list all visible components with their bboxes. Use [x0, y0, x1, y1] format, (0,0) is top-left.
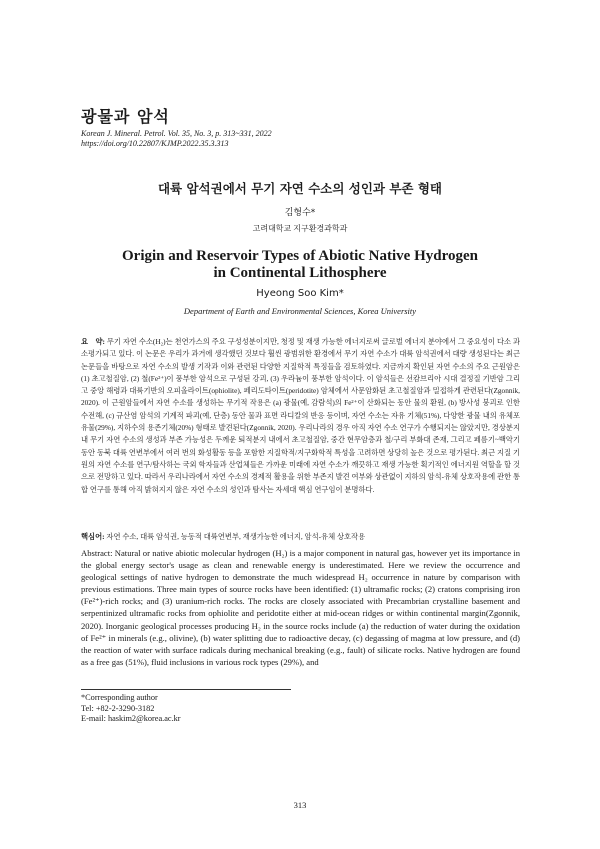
english-title-line-2: in Continental Lithosphere: [213, 265, 387, 281]
page-number: 313: [293, 800, 307, 810]
korean-abstract: [81, 336, 520, 496]
korean-keywords: [81, 531, 520, 543]
korean-title: 대륙 암석권에서 무기 자연 수소의 성인과 부존 형태: [157, 181, 443, 196]
english-title: [0, 248, 600, 282]
journal-title: 광물과 암석: [81, 107, 170, 126]
english-abstract: [81, 547, 520, 668]
english-title-line-1: Origin and Reservoir Types of Abiotic Native Hydrogen: [122, 248, 478, 264]
english-author: Hyeong Soo Kim*: [256, 288, 344, 299]
korean-author: 김형수*: [284, 208, 316, 218]
korean-affiliation: 고려대학교 지구환경과학과: [252, 224, 348, 233]
english-abstract-text: Natural or native abiotic molecular hydrogen (H₂) is a major component in natural gas, however yet its importance in the global energy sector's usage as clean and renewable energy is underestimated. Here we review the occurrence and geological settings of native hydrogen to demonstrate the much widespread H₂ occurrence in nature by comparison with previous estimations. Three main types of source rocks have been identified: (1) ultramafic rocks; (2) cratons comprising iron (Fe²⁺)-rich rocks; and (3) uranium-rich rocks. The rocks are closely associated with Precambrian crystalline basement and serpentinized ultramafic rocks from ophiolite and peridotite either at mid-ocean ridges or within continental margin(Zgonnik, 2020). Inorganic geological processes producing H₂ in the source rocks include (a) the reduction of water during the oxidation of Fe²⁺ in minerals (e.g., olivine), (b) water splitting due to radioactive decay, (c) degassing of magma at low pressure, and (d) the reaction of water with surface radicals during mechanical breaking (e.g., fault) of silicate rocks. Native hydrogen are found as a free gas (51%), fluid inclusions in various rock types (29%), and: [81, 548, 520, 667]
footnote-tel: Tel: +82-2-3290-3182: [81, 703, 155, 713]
journal-citation: Korean J. Mineral. Petrol. Vol. 35, No. 3, p. 313~331, 2022: [81, 129, 272, 138]
english-abstract-label: Abstract:: [81, 548, 113, 558]
footnote-divider: [81, 689, 291, 690]
footnote-email[interactable]: E-mail: haskim2@korea.ac.kr: [81, 714, 181, 724]
doi-link[interactable]: https://doi.org/10.22807/KJMP.2022.35.3.313: [81, 139, 229, 148]
korean-abstract-text: 무기 자연 수소(H₂)는 천연가스의 주요 구성성분이지만, 청정 및 재생 가능한 에너지로써 글로벌 에너지 분야에서 그 중요성이 다소 과소평가되고 있다. 이 논문은 우리가 과거에 생각했던 것보다 훨씬 광범위한 환경에서 무기 자연 수소가 대륙 암석권에서 대량 생성된다는 최근 논문들을 바탕으로 자연 수소의 발생 기작과 이와 관련된 다양한 지질학적 특징들을 검토하였다. 지금까지 확인된 자연 수소의 주요 근원암은 (1) 초고철질암, (2) 철(Fe²⁺)이 풍부한 암석으로 구성된 강괴, (3) 우라늄이 풍부한 암석이다. 이 암석들은 선캄브리아 시대 결정질 기반암 그리고 중앙 해령과 대륙기반의 오피올라이트(ophiolite), 페리도타이트(peridotite) 암체에서 사문암화된 초고철질암과 밀접하게 관련된다(Zgonnik, 2020). 이 근원암들에서 자연 수소를 생성하는 무기적 작용은 (a) 광물(예, 감람석)의 Fe²⁺이 산화되는 동안 물의 환원, (b) 방사성 붕괴로 인한 수전해, (c) 규산염 암석의 기계적 파괴(예, 단층) 동안 물과 표면 라디칼의 반응 등이며, 자연 수소는 자유 기체(51%), 다양한 광물 내의 유체포유물(29%), 지하수의 용존기체(20%) 형태로 발견된다(Zgonnik, 2020). 우리나라의 경우 아직 자연 수소 연구가 수행되지는 않았지만, 경상분지 내 무기 자연 수소의 생성과 부존 가능성은 두께운 퇴적분지 내에서 초고철질암, 중간 현무암층과 철/구리 부화대 존재, 그리고 페름기~백악기 동안 동북 대륙 연변부에서 여러 번의 화성활동 등을 포함한 지질학적/지구화학적 특성을 고려하면 상당히 높은 것으로 평가된다. 최근 지질 기원의 자연 수소를 연구/탐사하는 국외 학자들과 산업체들은 가까운 미래에 자연 수소가 깨끗하고 재생 가능한 획기적인 에너지원 역할을 할 것으로 전망하고 있다. 따라서 우리나라에서 자연 수소의 경제적 활용을 위한 부존지 발견 여부와 상관없이 지하의 암석-유체 상호작용에 관한 통합 연구를 통해 아직 밝혀지지 않은 자연 수소의 성인과 탐사는 자세대 핵심 연구임이 분명하다.: [81, 337, 521, 494]
footnote: [81, 693, 181, 725]
footnote-corresponding: *Corresponding author: [81, 693, 158, 702]
korean-keywords-label: 핵심어:: [81, 532, 105, 541]
english-affiliation: Department of Earth and Environmental Sciences, Korea University: [183, 306, 417, 316]
korean-abstract-label: 요 약:: [81, 337, 105, 346]
korean-keywords-text: 자연 수소, 대륙 암석권, 능동적 대륙연변부, 재생가능한 에너지, 암석-유체 상호작용: [106, 532, 366, 541]
